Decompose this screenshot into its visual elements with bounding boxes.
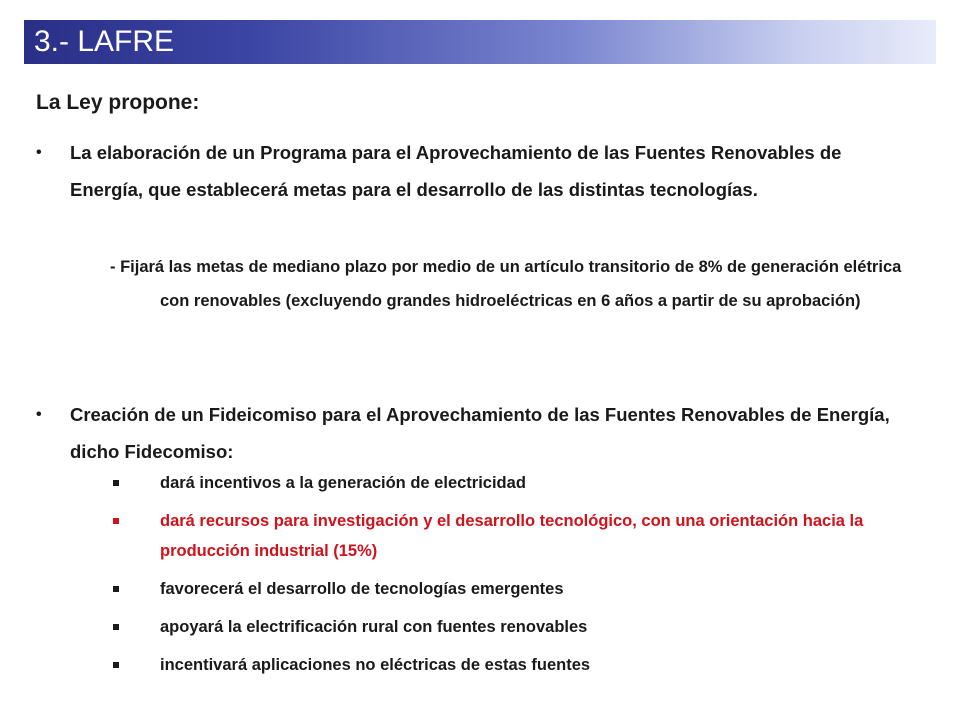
bullet-text: La elaboración de un Programa para el Aprovechamiento de las Fuentes Renovables de Energía, que establecerá metas para el desarrollo de las distintas tecnologías. xyxy=(70,142,842,200)
title-bar xyxy=(24,20,936,64)
list-item xyxy=(110,612,920,642)
list-item-text: dará recursos para investigación y el desarrollo tecnológico, con una orientación hacia la producción industrial (15%) xyxy=(160,512,864,560)
list-item-text: apoyará la electrificación rural con fuentes renovables xyxy=(160,618,588,636)
slide-title: 3.- LAFRE xyxy=(34,25,175,58)
bullet-programa xyxy=(36,134,916,208)
square-bullet-icon xyxy=(113,662,119,668)
bullet-dot-icon: • xyxy=(36,406,42,423)
square-bullet-icon xyxy=(113,480,119,486)
list-item xyxy=(110,650,920,680)
sub-note xyxy=(110,250,920,318)
sub-note-text: - Fijará las metas de mediano plazo por medio de un artículo transitorio de 8% de generación elétrica con renovables (excluyendo grandes hidroeléctricas en 6 años a partir de su aprobación) xyxy=(110,258,902,310)
list-item-text: incentivará aplicaciones no eléctricas de estas fuentes xyxy=(160,656,591,674)
fideicomiso-list xyxy=(110,468,920,688)
list-item-highlighted xyxy=(110,506,920,566)
square-bullet-icon xyxy=(113,624,119,630)
bullet-dot-icon: • xyxy=(36,144,42,161)
list-item xyxy=(110,468,920,498)
list-item-text: favorecerá el desarrollo de tecnologías emergentes xyxy=(160,580,564,598)
bullet-text: Creación de un Fideicomiso para el Aprovechamiento de las Fuentes Renovables de Energía, dicho Fidecomiso: xyxy=(70,404,890,462)
square-bullet-icon xyxy=(113,518,119,524)
square-bullet-icon xyxy=(113,586,119,592)
intro-heading: La Ley propone: xyxy=(36,91,200,114)
list-item xyxy=(110,574,920,604)
bullet-fideicomiso xyxy=(36,396,916,470)
list-item-text: dará incentivos a la generación de electricidad xyxy=(160,474,526,492)
